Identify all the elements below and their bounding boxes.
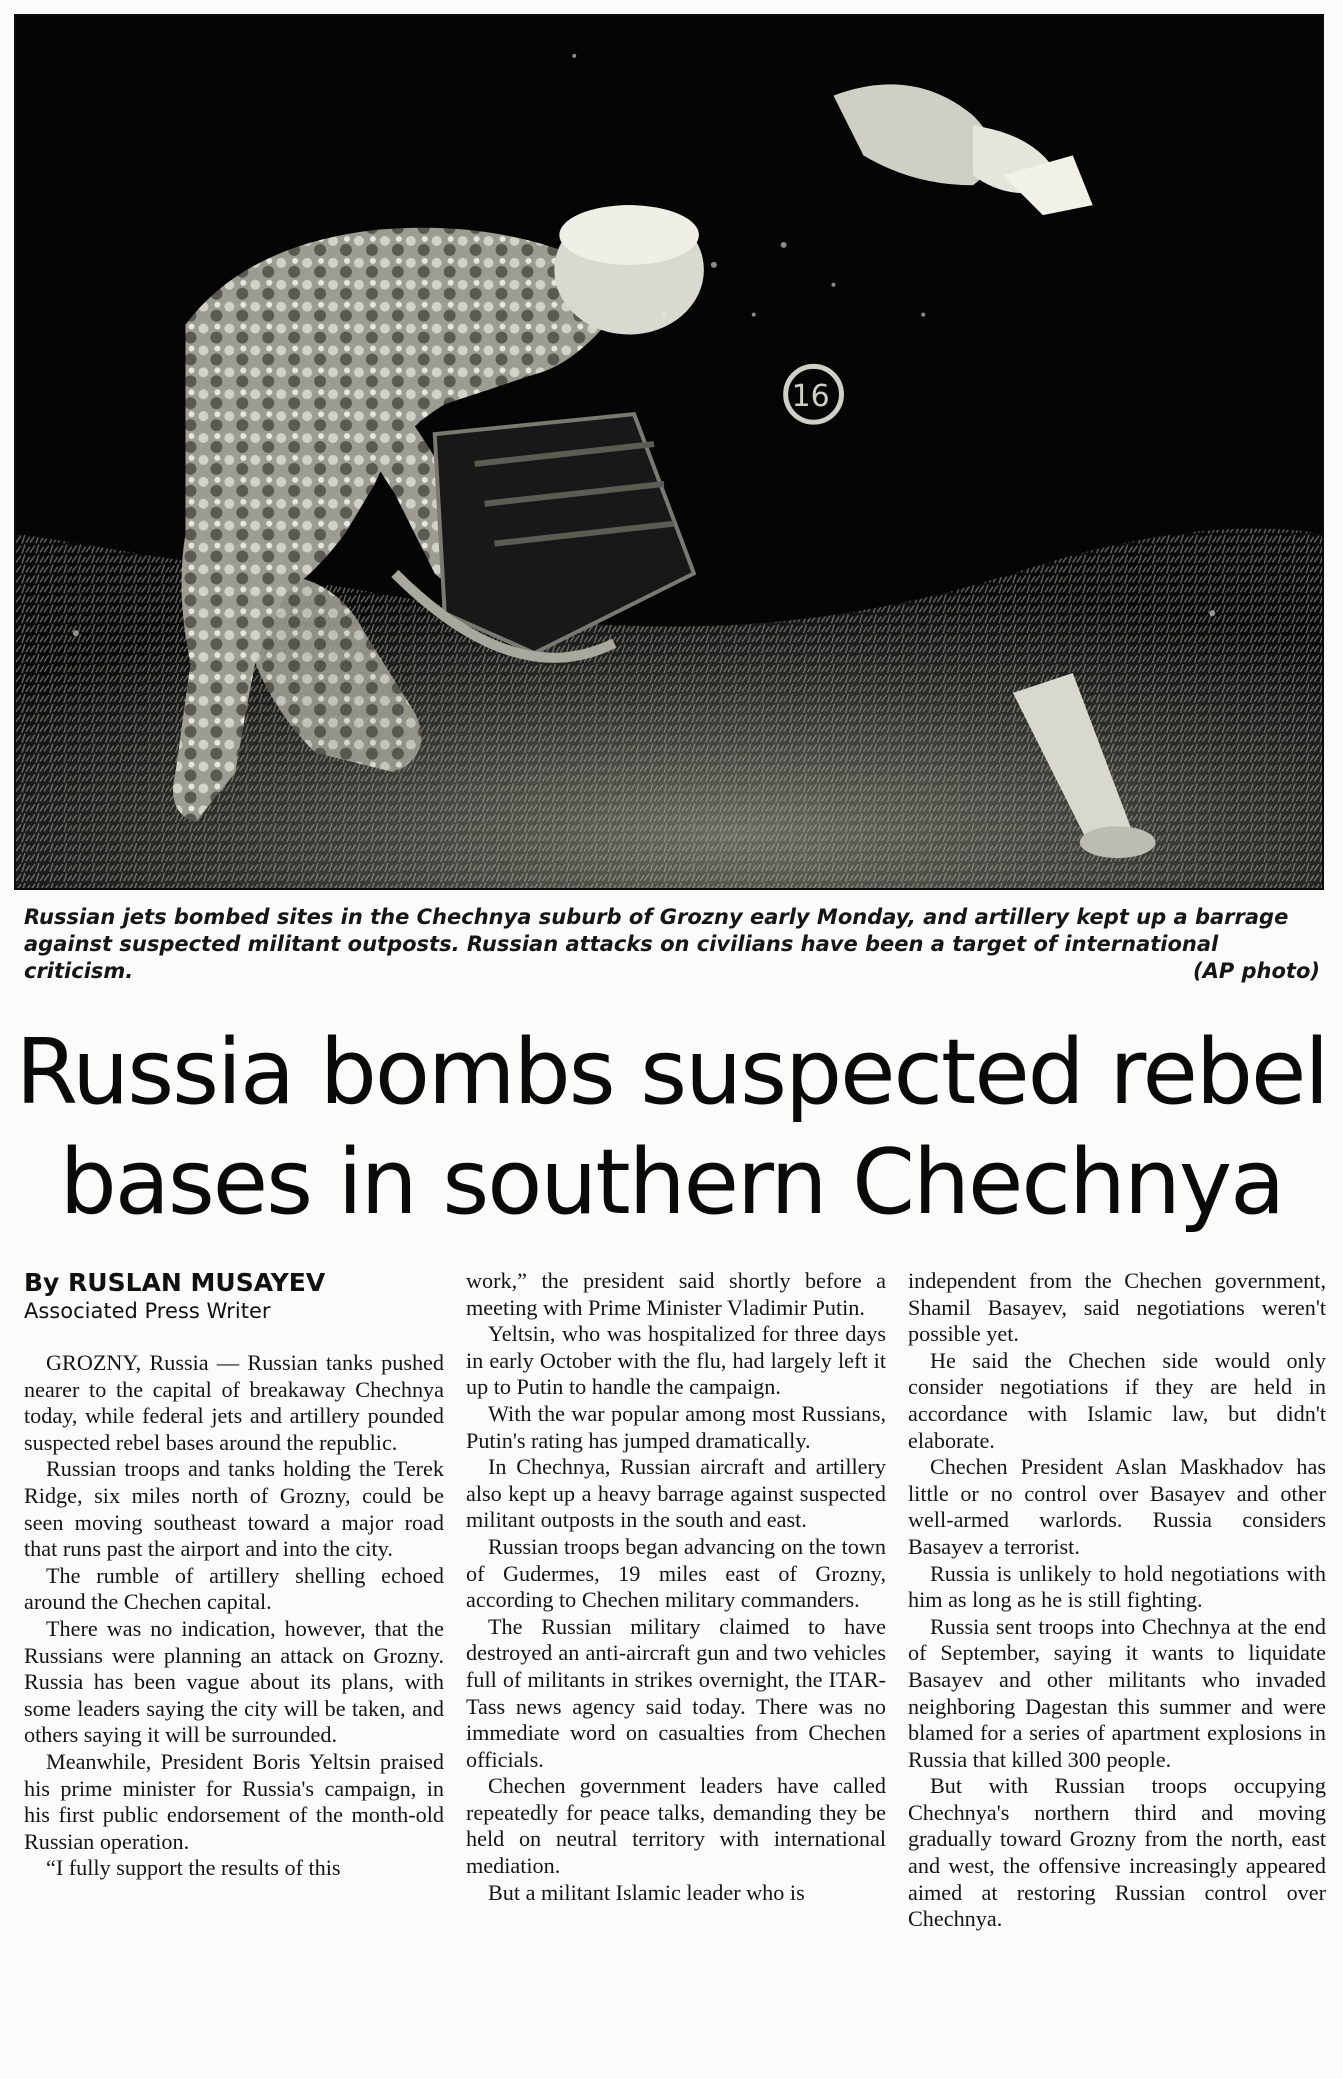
- paragraph: In Chechnya, Russian aircraft and artillery also kept up a heavy barrage against suspected militant outposts in the south and east.: [466, 1454, 886, 1533]
- paragraph: work,” the president said shortly before a meeting with Prime Minister Vladimir Putin.: [466, 1268, 886, 1320]
- headline: [0, 1018, 1343, 1238]
- photo-credit: (AP photo): [1192, 959, 1320, 983]
- paragraph: GROZNY, Russia — Russian tanks pushed nearer to the capital of breakaway Chechnya today, while federal jets and artillery pounded suspected rebel bases around the republic.: [24, 1350, 444, 1455]
- paragraph: “I fully support the results of this: [46, 1855, 341, 1881]
- article-column-2: [466, 1268, 886, 2075]
- paragraph: independent from the Chechen government, Shamil Basayev, said negotiations weren't possible yet.: [908, 1268, 1326, 1347]
- paragraph: But with Russian troops occupying Chechnya's northern third and moving gradually toward Grozny from the north, east and west, the offensive increasingly appeared aimed at restoring Russian control over Chechnya.: [908, 1773, 1326, 1932]
- paragraph: Yeltsin, who was hospitalized for three days in early October with the flu, had largely left it up to Putin to handle the campaign.: [466, 1321, 886, 1400]
- paragraph: Russian troops began advancing on the town of Gudermes, 19 miles east of Grozny, according to Chechen military commanders.: [466, 1533, 886, 1613]
- paragraph: Russian troops and tanks holding the Terek Ridge, six miles north of Grozny, could be seen moving southeast toward a major road that runs past the airport and into the city.: [24, 1456, 444, 1562]
- paragraph: The rumble of artillery shelling echoed around the Chechen capital.: [24, 1562, 444, 1615]
- author-role: Associated Press Writer: [24, 1299, 271, 1323]
- author-name: By RUSLAN MUSAYEV: [24, 1268, 326, 1297]
- paragraph: With the war popular among most Russians, Putin's rating has jumped dramatically.: [466, 1400, 886, 1453]
- paragraph: Russia is unlikely to hold negotiations with him as long as he is still fighting.: [908, 1560, 1326, 1613]
- photo-caption: [24, 904, 1320, 985]
- article-column-3: [908, 1268, 1326, 2075]
- news-photo: [14, 14, 1324, 890]
- byline: [24, 1268, 464, 1324]
- paragraph: The Russian military claimed to have destroyed an anti-aircraft gun and two vehicles full of militants in strikes overnight, the ITAR-Tass news agency said today. There was no immediate word on casualties from Chechen officials.: [466, 1613, 886, 1772]
- paragraph: But a militant Islamic leader who is: [488, 1879, 805, 1905]
- paragraph: There was no indication, however, that the Russians were planning an attack on Grozny. Russia has been vague about its plans, with some leaders saying the city will be taken, and others saying it will be surrounded.: [24, 1615, 444, 1748]
- paragraph: Chechen government leaders have called repeatedly for peace talks, demanding they be held on neutral territory with international mediation.: [466, 1773, 886, 1879]
- paragraph: Chechen President Aslan Maskhadov has little or no control over Basayev and other well-armed warlords. Russia considers Basayev a terrorist.: [908, 1454, 1326, 1559]
- paragraph: Russia sent troops into Chechnya at the end of September, saying it wants to liquidate Basayev and other militants who invaded neighboring Dagestan this summer and were blamed for a series of apartment explosions in Russia that killed 300 people.: [908, 1613, 1326, 1772]
- article-column-1: [24, 1350, 444, 2075]
- paragraph: He said the Chechen side would only consider negotiations if they are held in accordance with Islamic law, but didn't elaborate.: [908, 1347, 1326, 1453]
- caption-text: Russian jets bombed sites in the Chechnya suburb of Grozny early Monday, and artillery kept up a barrage against suspected militant outposts. Russian attacks on civilians have been a target of international criticism.: [24, 905, 1289, 983]
- svg-text:16: 16: [791, 379, 830, 415]
- paragraph: Meanwhile, President Boris Yeltsin praised his prime minister for Russia's campaign, in his first public endorsement of the month-old Russian operation.: [24, 1748, 444, 1854]
- soldier-photo-icon: [16, 16, 1322, 888]
- headline-line-1: Russia bombs suspected rebel: [15, 1020, 1328, 1125]
- headline-line-2: bases in southern Chechnya: [59, 1130, 1284, 1235]
